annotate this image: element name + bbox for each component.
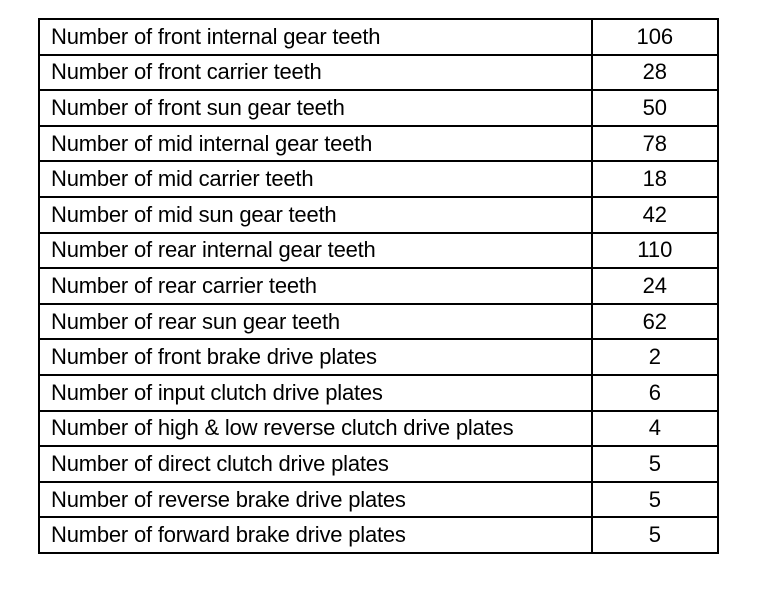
specification-table [38, 18, 719, 554]
table-row [39, 268, 718, 304]
table-row [39, 55, 718, 91]
table-row [39, 482, 718, 518]
table-row [39, 304, 718, 340]
row-value: 5 [592, 482, 718, 518]
table-row [39, 233, 718, 269]
table-row [39, 411, 718, 447]
table-row [39, 446, 718, 482]
row-label: Number of front brake drive plates [39, 339, 592, 375]
row-value: 106 [592, 19, 718, 55]
row-value: 24 [592, 268, 718, 304]
row-value: 50 [592, 90, 718, 126]
table-row [39, 517, 718, 553]
row-value: 4 [592, 411, 718, 447]
row-value: 28 [592, 55, 718, 91]
row-label: Number of input clutch drive plates [39, 375, 592, 411]
row-label: Number of rear sun gear teeth [39, 304, 592, 340]
row-label: Number of front carrier teeth [39, 55, 592, 91]
row-label: Number of high & low reverse clutch drive plates [39, 411, 592, 447]
table-row [39, 19, 718, 55]
row-value: 2 [592, 339, 718, 375]
row-label: Number of direct clutch drive plates [39, 446, 592, 482]
table-row [39, 161, 718, 197]
row-label: Number of rear internal gear teeth [39, 233, 592, 269]
row-label: Number of mid carrier teeth [39, 161, 592, 197]
table-body [39, 19, 718, 553]
row-value: 18 [592, 161, 718, 197]
row-value: 110 [592, 233, 718, 269]
row-label: Number of front sun gear teeth [39, 90, 592, 126]
row-label: Number of front internal gear teeth [39, 19, 592, 55]
row-label: Number of reverse brake drive plates [39, 482, 592, 518]
row-value: 42 [592, 197, 718, 233]
row-label: Number of forward brake drive plates [39, 517, 592, 553]
row-label: Number of mid sun gear teeth [39, 197, 592, 233]
row-value: 78 [592, 126, 718, 162]
table-row [39, 197, 718, 233]
table-row [39, 126, 718, 162]
table-row [39, 90, 718, 126]
row-value: 5 [592, 517, 718, 553]
row-value: 62 [592, 304, 718, 340]
row-label: Number of rear carrier teeth [39, 268, 592, 304]
row-label: Number of mid internal gear teeth [39, 126, 592, 162]
table-row [39, 339, 718, 375]
row-value: 5 [592, 446, 718, 482]
table-row [39, 375, 718, 411]
row-value: 6 [592, 375, 718, 411]
